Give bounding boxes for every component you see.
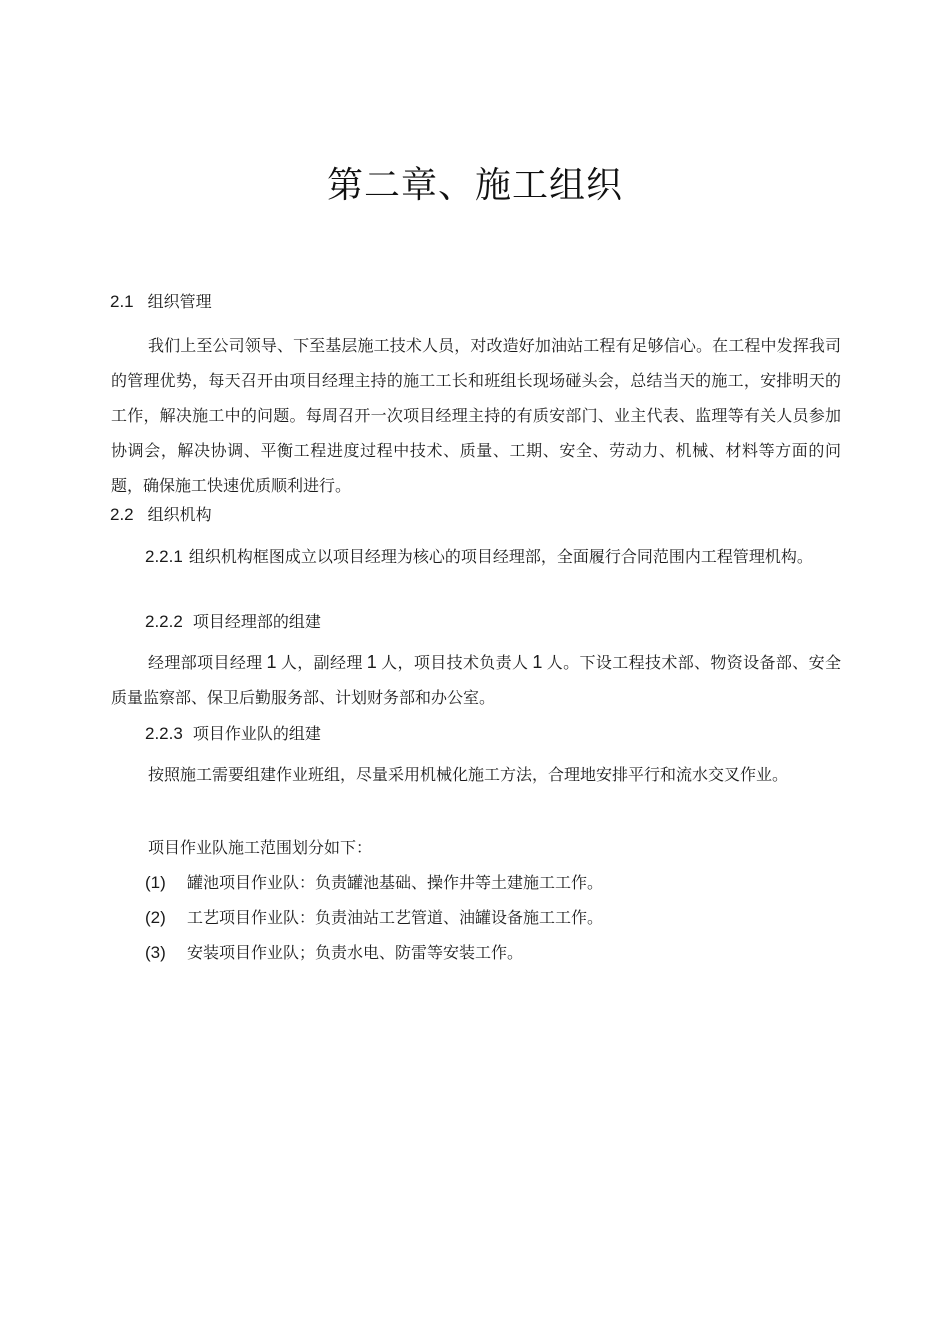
- list-marker: (1): [145, 873, 166, 892]
- list-marker: (3): [145, 943, 166, 962]
- list-marker: (2): [145, 908, 166, 927]
- section-2-2-3-paragraph: 按照施工需要组建作业班组，尽量采用机械化施工方法，合理地安排平行和流水交叉作业。: [148, 765, 789, 784]
- subsection-title: 项目作业队的组建: [192, 724, 321, 743]
- count-number: 1: [266, 652, 277, 672]
- section-2-2-2-heading: [145, 610, 321, 634]
- list-item-text: 罐池项目作业队：负责罐池基础、操作井等土建施工工作。: [187, 873, 604, 892]
- section-2-2-3-heading: [145, 722, 321, 746]
- text-run: 人，项目技术负责人: [380, 653, 529, 672]
- section-2-2-heading: [110, 503, 212, 527]
- section-number: 2.1: [110, 292, 134, 311]
- subsection-title: 项目经理部的组建: [192, 612, 321, 631]
- subsection-number: 2.2.1: [145, 547, 183, 566]
- count-number: 1: [366, 652, 377, 672]
- section-2-1-paragraph: 我们上至公司领导、下至基层施工技术人员，对改造好加油站工程有足够信心。在工程中发挥我司的管理优势，每天召开由项目经理主持的施工工长和班组长现场碰头会，总结当天的施工，安排明天的工作，解决施工中的问题。每周召开一次项目经理主持的有质安部门、业主代表、监理等有关人员参加协调会，解决协调、平衡工程进度过程中技术、质量、工期、安全、劳动力、机械、材料等方面的问题，确保施工快速优质顺利进行。: [111, 336, 841, 495]
- list-item: [145, 941, 523, 965]
- subsection-number: 2.2.3: [145, 724, 183, 743]
- text-run: 人，副经理: [280, 653, 363, 672]
- list-intro: 项目作业队施工范围划分如下：: [148, 838, 373, 857]
- section-number: 2.2: [110, 505, 134, 524]
- section-title: 组织机构: [147, 505, 212, 524]
- list-item: [145, 871, 603, 895]
- list-item-text: 工艺项目作业队：负责油站工艺管道、油罐设备施工工作。: [187, 908, 604, 927]
- list-item: [145, 906, 603, 930]
- section-2-2-1-paragraph: [145, 540, 835, 573]
- chapter-title: 第二章、施工组织: [326, 165, 623, 206]
- section-2-1-heading: [110, 290, 212, 314]
- subsection-text: 组织机构框图成立以项目经理为核心的项目经理部，全面履行合同范围内工程管理机构。: [188, 547, 813, 566]
- section-2-2-2-paragraph: [111, 645, 841, 715]
- text-run: 经理部项目经理: [148, 653, 263, 672]
- section-title: 组织管理: [147, 292, 212, 311]
- text-run: 人。下设工程技术部、物资设备部、安全质量监察部、保卫后勤服务部、计划财务部和办公室。: [111, 653, 841, 707]
- list-item-text: 安装项目作业队；负责水电、防雷等安装工作。: [187, 943, 524, 962]
- count-number: 1: [532, 652, 543, 672]
- subsection-number: 2.2.2: [145, 612, 183, 631]
